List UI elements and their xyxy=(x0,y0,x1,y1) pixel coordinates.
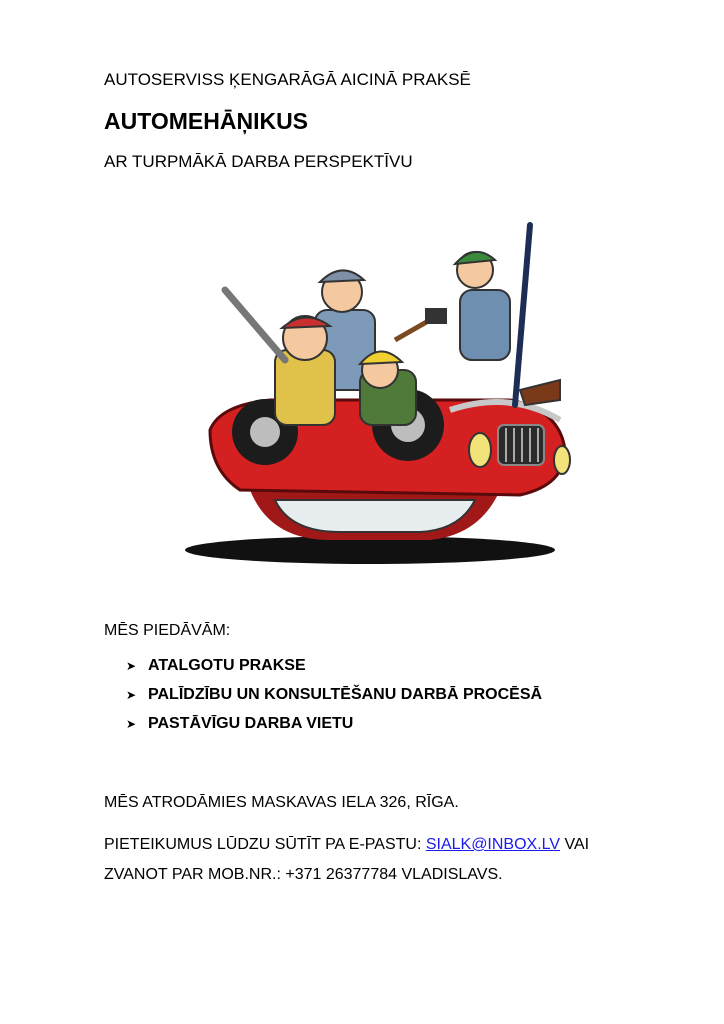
offer-item-label: PALĪDZĪBU UN KONSULTĒŠANU DARBĀ PROCĒSĀ xyxy=(148,685,543,703)
subtitle-text: AR TURPMĀKĀ DARBA PERSPEKTĪVU xyxy=(104,152,413,171)
offer-heading: MĒS PIEDĀVĀM: xyxy=(104,622,231,639)
cartoon-red-car-with-mechanics-icon xyxy=(180,220,580,570)
contact-prefix: PIETEIKUMUS LŪDZU SŪTĪT PA E-PASTU: xyxy=(104,836,426,853)
email-link[interactable]: SIALK@INBOX.LV xyxy=(425,836,561,853)
offer-item-label: PASTĀVĪGU DARBA VIETU xyxy=(148,714,354,732)
list-item xyxy=(126,709,542,738)
list-item xyxy=(126,651,542,680)
offer-list xyxy=(126,651,542,738)
intro-text: AUTOSERVISS ĶENGARĀGĀ AICINĀ PRAKSĒ xyxy=(104,70,471,89)
list-item xyxy=(126,680,542,709)
page-title: AUTOMEHĀŅIKUS xyxy=(104,108,309,134)
address-text: MĒS ATRODĀMIES MASKAVAS IELA 326, RĪGA. xyxy=(104,794,459,811)
offer-item-label: ATALGOTU PRAKSE xyxy=(148,656,306,674)
arrow-bullet-icon: ➤ xyxy=(126,716,137,731)
contact-suffix: VAI xyxy=(560,836,590,853)
phone-line: ZVANOT PAR MOB.NR.: +371 26377784 VLADISLAVS. xyxy=(104,866,503,883)
arrow-bullet-icon: ➤ xyxy=(126,658,137,673)
arrow-bullet-icon: ➤ xyxy=(126,687,137,702)
contact-line xyxy=(104,836,589,854)
